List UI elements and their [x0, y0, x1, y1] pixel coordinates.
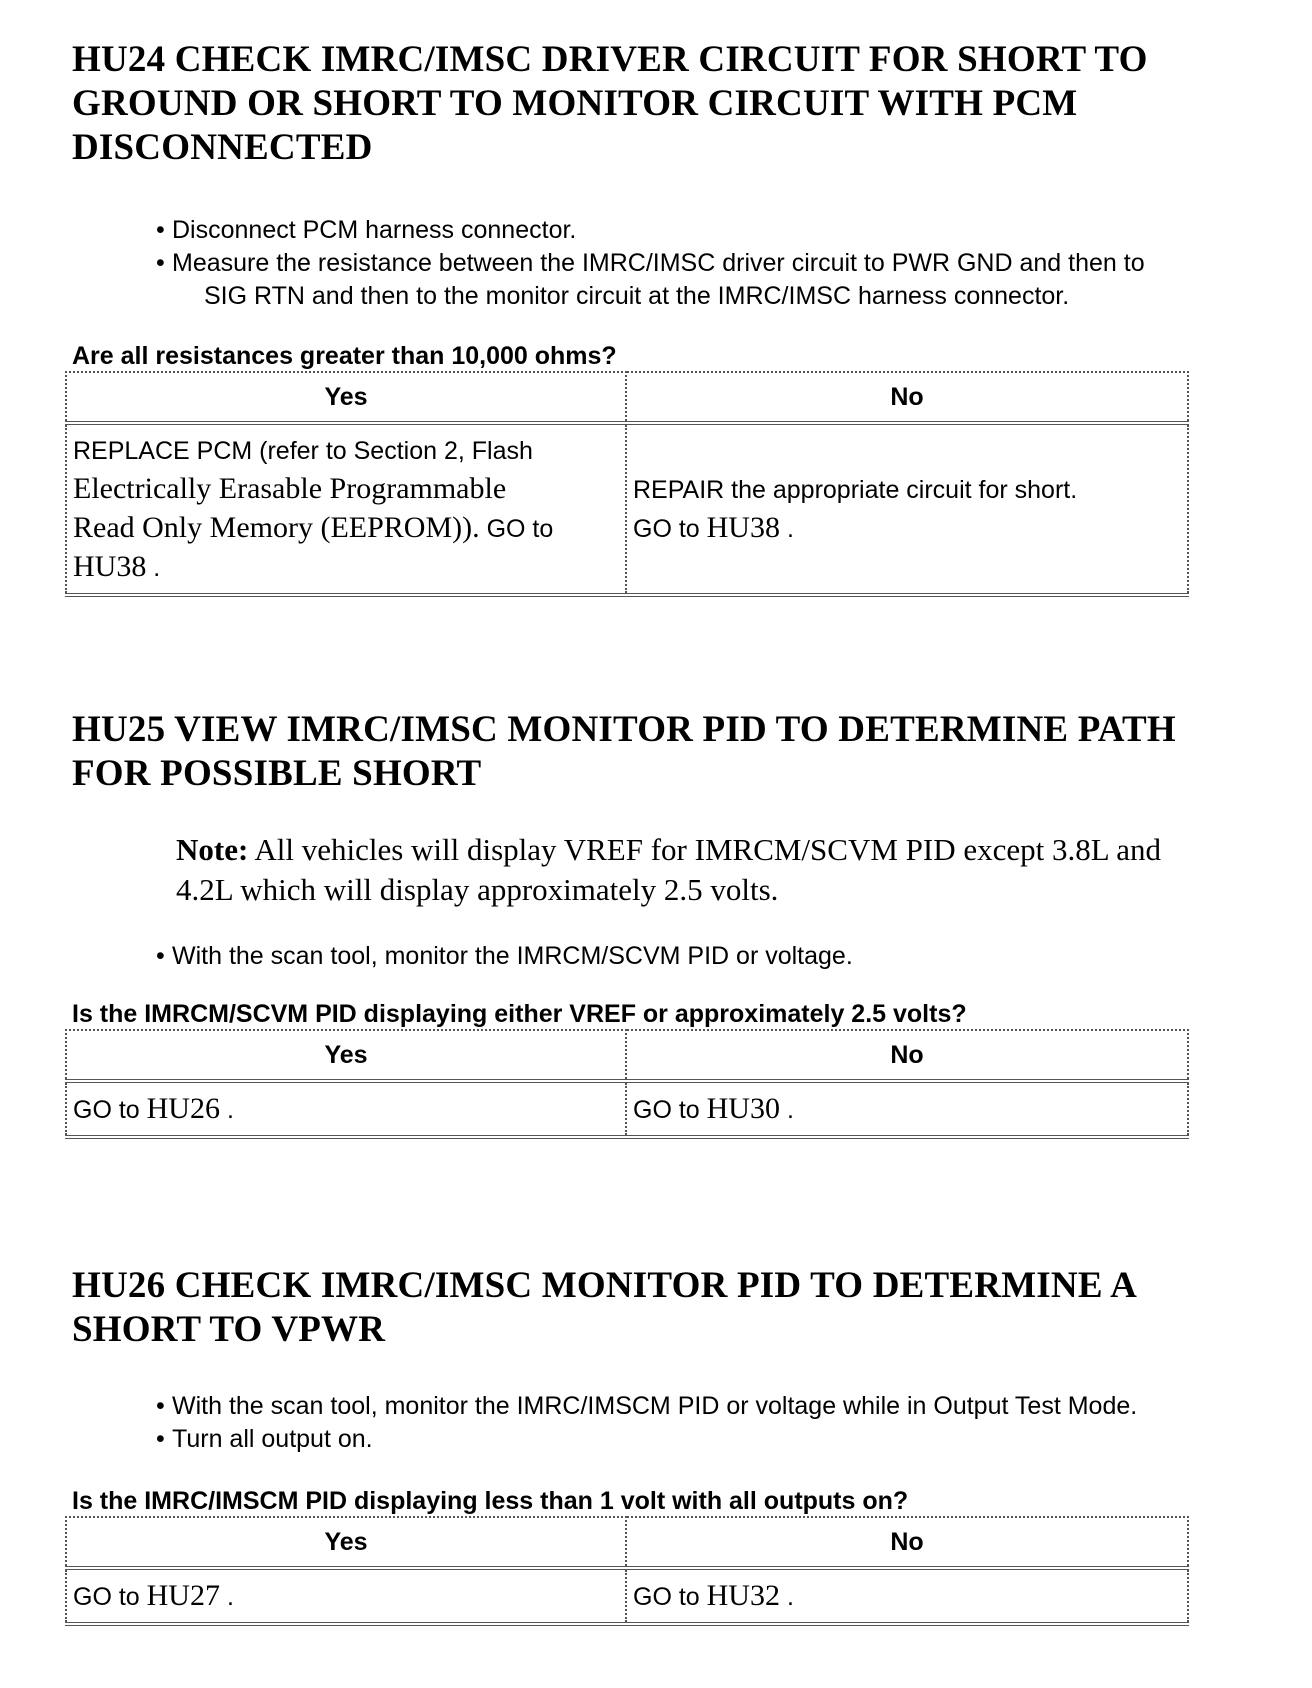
goto-label: GO to	[486, 514, 554, 543]
no-cell	[626, 1081, 1188, 1137]
instruction-item	[154, 214, 1262, 247]
note-text: All vehicles will display VREF for IMRCM/SCVM PID except 3.8L and	[254, 832, 1162, 867]
no-header: No	[626, 1517, 1188, 1568]
bullet-icon: •	[156, 249, 165, 277]
period: .	[226, 1582, 234, 1611]
no-cell	[626, 423, 1188, 595]
step-title-line: HU26 CHECK IMRC/IMSC MONITOR PID TO DETERMINE A	[72, 1265, 1138, 1306]
instruction-item	[154, 1390, 1262, 1423]
instruction-text: Measure the resistance between the IMRC/IMSC driver circuit to PWR GND and then to	[172, 249, 1145, 277]
step-title	[72, 708, 1262, 796]
goto-label: GO to	[73, 1095, 140, 1124]
step-title-line: SHORT TO VPWR	[72, 1309, 386, 1350]
answer-header-row	[66, 1030, 1188, 1081]
yes-action-text: REPLACE PCM (refer to Section 2, Flash	[73, 436, 533, 465]
question-text: Are all resistances greater than 10,000 ohms?	[72, 342, 617, 370]
step-hu24	[72, 38, 1262, 597]
yes-header: Yes	[66, 1030, 626, 1081]
step-title-line: HU25 VIEW IMRC/IMSC MONITOR PID TO DETERMINE PATH	[72, 709, 1176, 750]
instruction-list	[154, 940, 1262, 973]
instruction-text: Disconnect PCM harness connector.	[172, 216, 577, 244]
goto-link-hu26[interactable]: HU26	[146, 1091, 220, 1125]
answer-table	[65, 1516, 1189, 1626]
period: .	[786, 514, 794, 543]
question-text: Is the IMRCM/SCVM PID displaying either VREF or approximately 2.5 volts?	[72, 1000, 967, 1028]
yes-cell	[66, 1081, 626, 1137]
period: .	[153, 553, 161, 582]
goto-link-hu38[interactable]: HU38	[706, 510, 780, 544]
yes-action-text: Read Only Memory (EEPROM)).	[73, 510, 480, 544]
instruction-item	[154, 247, 1262, 313]
goto-label: GO to	[633, 1095, 700, 1124]
goto-link-hu38[interactable]: HU38	[73, 549, 147, 583]
instruction-text: With the scan tool, monitor the IMRC/IMSCM PID or voltage while in Output Test Mode.	[172, 1392, 1138, 1420]
period: .	[226, 1095, 234, 1124]
step-title	[72, 1264, 1262, 1352]
instruction-item	[154, 1423, 1262, 1456]
step-title-line: FOR POSSIBLE SHORT	[72, 753, 482, 794]
answer-header-row	[66, 1517, 1188, 1568]
instruction-text-continued: SIG RTN and then to the monitor circuit at the IMRC/IMSC harness connector.	[204, 282, 1070, 310]
question-text: Is the IMRC/IMSCM PID displaying less than 1 volt with all outputs on?	[72, 1487, 909, 1515]
instruction-text: With the scan tool, monitor the IMRCM/SCVM PID or voltage.	[172, 942, 853, 970]
bullet-icon: •	[156, 216, 165, 244]
yes-header: Yes	[66, 372, 626, 423]
instruction-item	[154, 940, 1262, 973]
no-header: No	[626, 372, 1188, 423]
goto-link-hu32[interactable]: HU32	[706, 1578, 780, 1612]
yes-cell	[66, 423, 626, 595]
instruction-text: Turn all output on.	[172, 1425, 373, 1453]
yes-header: Yes	[66, 1517, 626, 1568]
bullet-icon: •	[156, 1392, 165, 1420]
goto-label: GO to	[633, 514, 700, 543]
no-header: No	[626, 1030, 1188, 1081]
yes-action-text: Electrically Erasable Programmable	[73, 471, 507, 505]
step-title	[72, 38, 1262, 170]
instruction-list	[154, 1390, 1262, 1456]
answer-header-row	[66, 372, 1188, 423]
yes-cell	[66, 1568, 626, 1624]
note-block	[176, 830, 1262, 910]
answer-row	[66, 1081, 1188, 1137]
step-title-line: DISCONNECTED	[72, 127, 373, 168]
period: .	[786, 1582, 794, 1611]
step-title-line: GROUND OR SHORT TO MONITOR CIRCUIT WITH PCM	[72, 83, 1078, 124]
no-action-text: REPAIR the appropriate circuit for short.	[633, 475, 1078, 504]
goto-label: GO to	[633, 1582, 700, 1611]
answer-row	[66, 1568, 1188, 1624]
answer-table	[65, 1029, 1189, 1139]
answer-row	[66, 423, 1188, 595]
step-title-line: HU24 CHECK IMRC/IMSC DRIVER CIRCUIT FOR SHORT TO	[72, 39, 1148, 80]
goto-link-hu30[interactable]: HU30	[706, 1091, 780, 1125]
goto-label: GO to	[73, 1582, 140, 1611]
step-hu26	[72, 1264, 1262, 1626]
goto-link-hu27[interactable]: HU27	[146, 1578, 220, 1612]
period: .	[786, 1095, 794, 1124]
bullet-icon: •	[156, 942, 165, 970]
note-label: Note:	[176, 832, 249, 867]
step-hu25	[72, 708, 1262, 1139]
answer-table	[65, 371, 1189, 597]
no-cell	[626, 1568, 1188, 1624]
instruction-list	[154, 214, 1262, 313]
bullet-icon: •	[156, 1425, 165, 1453]
note-text: 4.2L which will display approximately 2.5 volts.	[176, 872, 779, 907]
